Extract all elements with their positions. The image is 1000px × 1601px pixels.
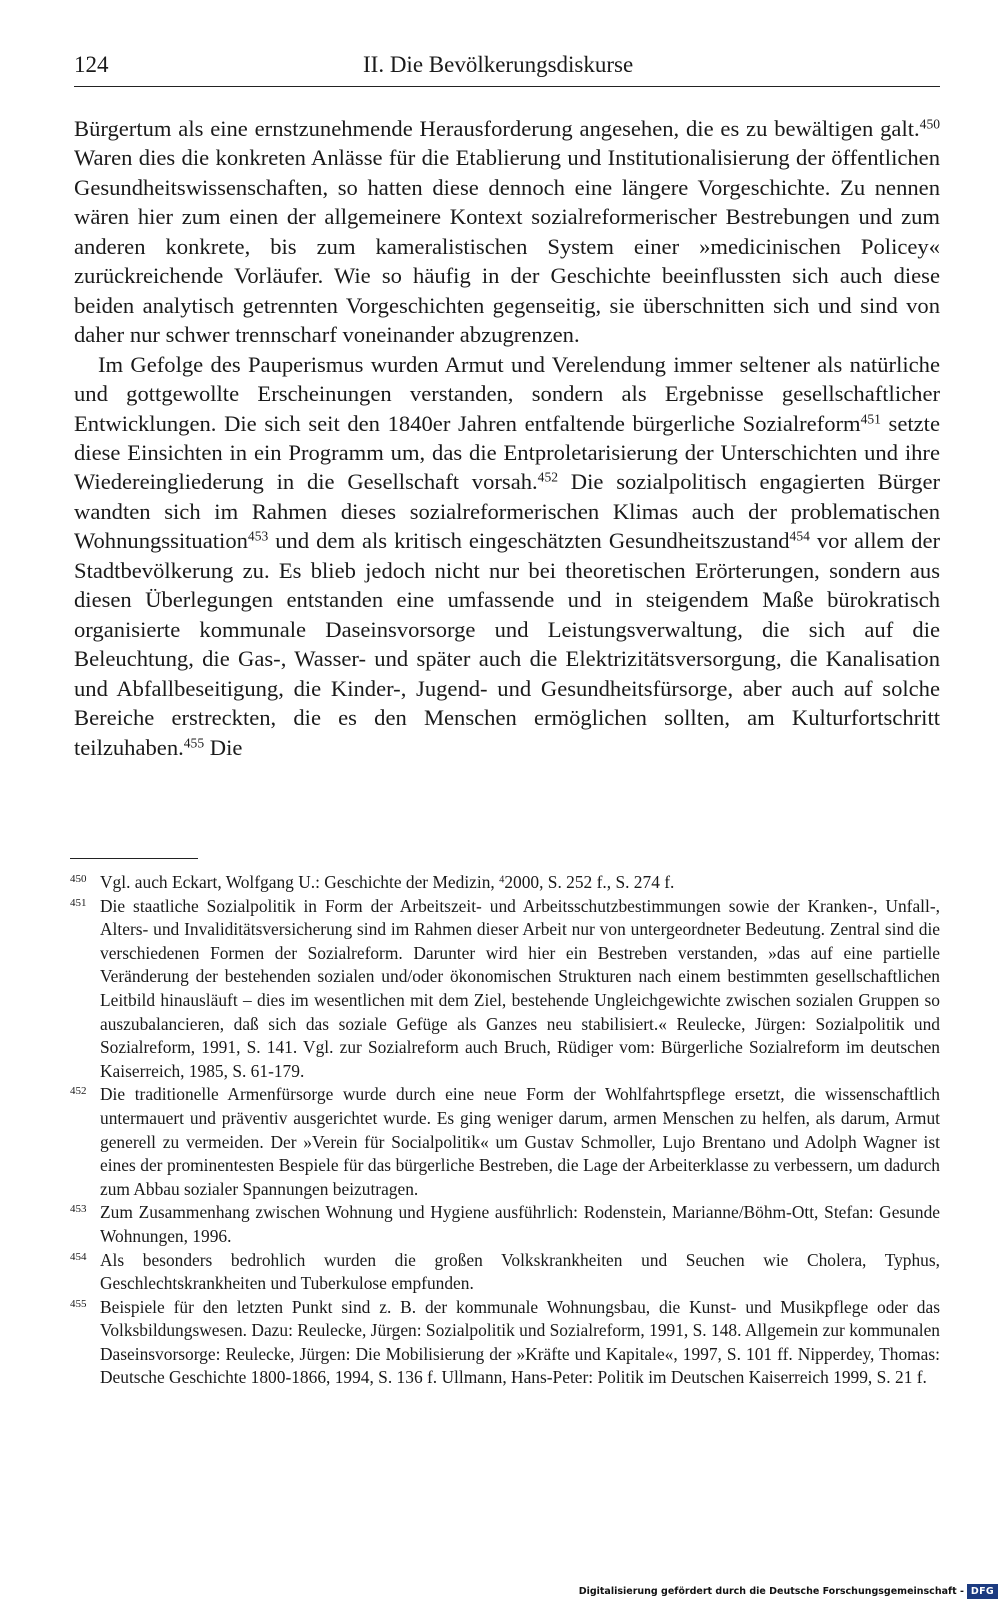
text-run: setzte diese Einsichten in ein Programm um, das die Entproletarisierung der Unterschichten und ihre Wiedereingliederung in die Gesellschaft vorsah. — [74, 410, 940, 495]
footnote-452 — [70, 1083, 940, 1201]
edition-number: 4 — [499, 874, 505, 886]
digitization-note: Digitalisierung gefördert durch die Deutsche Forschungsgemeinschaft - — [578, 1585, 964, 1597]
footnote-text: Als besonders bedrohlich wurden die großen Volkskrankheiten und Seuchen wie Cholera, Typhus, Geschlechtskrankheiten und Tuberkulose empfunden. — [100, 1249, 940, 1294]
text-run: und dem als kritisch eingeschätzten Gesundheitszustand — [268, 528, 790, 554]
text-run: Bürgertum als eine ernstzunehmende Herausforderung angesehen, die es zu bewältigen galt. — [74, 116, 920, 141]
body-text — [74, 114, 940, 762]
running-head: II. Die Bevölkerungsdiskurse — [363, 52, 634, 77]
footnote-text: Die traditionelle Armenfürsorge wurde durch eine neue Form der Wohlfahrtspflege ersetzt, die wissenschaftlich untermauert und präventiv ausgerichtet wurde. Es ging weniger darum, armen Menschen zu helfen, als darum, Armut generell zu vermeiden. Der »Verein für Socialpolitik« um Gustav Schmoller, Lujo Brentano und Adolph Wagner ist eines der prominentesten Bespiele für das bürgerliche Bestreben, die Lage der Arbeiterklasse zu verbessern, um dadurch zum Abbau sozialer Spannungen beizutragen. — [100, 1084, 940, 1199]
page-number: 124 — [74, 52, 109, 77]
paragraph-1 — [74, 114, 940, 350]
footnote-text: Zum Zusammenhang zwischen Wohnung und Hygiene ausführlich: Rodenstein, Marianne/Böhm-Ott, Stefan: Gesunde Wohnungen, 1996. — [100, 1202, 940, 1246]
footnote-text — [100, 871, 940, 895]
footnote-ref-452: 452 — [537, 469, 558, 485]
footnote-text: Beispiele für den letzten Punkt sind z. B. der kommunale Wohnungsbau, die Kunst- und Musikpflege oder das Volksbildungswesen. Dazu: Reulecke, Jürgen: Sozialpolitik und Sozialreform, 1991, S. 148. Allgemein zur kommunalen Daseinsvorsorge: Reulecke, Jürgen: Die Mobilisierung der »Kräfte und Kapitale«, 1997, S. 101 ff. Nipperdey, Thomas: Deutsche Geschichte 1800-1866, 1994, S. 136 f. Ullmann, Hans-Peter: Politik im Deutschen Kaiserreich 1999, S. 21 f. — [100, 1296, 940, 1388]
footnote-text: Die staatliche Sozialpolitik in Form der Arbeitszeit- und Arbeitsschutzbestimmungen sowie der Kranken-, Unfall-, Alters- und Invaliditätsversicherung sind im Rahmen dieser Arbeit nur von untergeordneter Bedeutung. Zentral sind die verschiedenen Formen der Sozialreform. Darunter wird hier ein Bestreben verstanden, »das auf eine partielle Veränderung der bestehenden sozialen und/oder ökonomischen Strukturen nach einem bestimmten gesellschaftlichen Leitbild hinausläuft – dies im wesentlichen mit dem Ziel, bestehende Ungleichgewichte zwischen sozialen Gruppen so auszubalancieren, daß sich das soziale Gefüge als Ganzes neu stabilisiert.« Reulecke, Jürgen: Sozialpolitik und Sozialreform, 1991, S. 141. Vgl. zur Sozialreform auch Bruch, Rüdiger vom: Bürgerliche Sozialreform im deutschen Kaiserreich, 1985, S. 61-179. — [100, 895, 940, 1081]
footnote-number: 455 — [70, 1297, 87, 1310]
footnote-450 — [70, 871, 940, 895]
footnote-ref-455: 455 — [183, 735, 205, 751]
dfg-logo: DFG — [967, 1584, 998, 1599]
footnote-separator — [70, 858, 198, 859]
text-run: Die sozialpolitisch engagierten Bürger wandten sich im Rahmen dieses sozialreformerischen Klimas auch der problematischen Wohnungssituation — [74, 469, 940, 554]
footnote-455 — [70, 1296, 940, 1390]
footnote-ref-453: 453 — [247, 528, 269, 544]
footnote-number: 454 — [70, 1250, 87, 1263]
text-run: Waren dies die konkreten Anlässe für die Etablierung und Institutionalisierung der öffentlichen Gesundheitswissenschaften, so hatten diese dennoch eine längere Vorgeschichte. Zu nennen wären hier zum einen der allgemeinere Kontext sozialreformerischer Bestrebungen und zum anderen konkrete, bis zum kameralistischen System einer »medicinischen Policey« zurückreichende Vorläufer. Wie so häufig in der Geschichte beeinflussten sich auch diese beiden analytisch getrennten Vorgeschichten gegenseitig, sie überschnitten sich und sind von daher nur schwer trennscharf voneinander abzugrenzen. — [74, 145, 940, 348]
footnote-454 — [70, 1249, 940, 1296]
footnote-ref-450: 450 — [919, 116, 940, 132]
paragraph-2 — [74, 350, 940, 762]
footnote-453 — [70, 1201, 940, 1248]
footnote-number: 452 — [70, 1085, 87, 1098]
text-run: Vgl. auch Eckart, Wolfgang U.: Geschichte der Medizin, — [100, 872, 500, 892]
footnote-ref-451: 451 — [860, 411, 881, 427]
footnote-number: 450 — [70, 873, 87, 885]
footnote-451 — [70, 895, 940, 1084]
footnotes — [70, 871, 940, 1390]
text-run: 2000, S. 252 f., S. 274 f. — [504, 872, 675, 892]
text-run: vor allem der Stadtbevölkerung zu. Es blieb jedoch nicht nur bei theoretischen Erörterungen, sondern aus diesen Überlegungen entstanden eine umfassende und in steigendem Maße bürokratisch organisierte kommunale Daseinsvorsorge und Leistungsverwaltung, die sich auf die Beleuchtung, die Gas-, Wasser- und später auch die Elektrizitätsversorgung, die Kanalisation und Abfallbeseitigung, die Kinder-, Jugend- und Gesundheitsfürsorge, aber auch auf solche Bereiche erstreckten, die es den Menschen ermöglichen sollten, am Kulturfortschritt teilzuhaben. — [74, 528, 940, 760]
footnote-number: 453 — [70, 1203, 87, 1216]
digitization-footer — [579, 1581, 1000, 1601]
footnote-number: 451 — [70, 896, 87, 909]
text-run: Die — [204, 734, 243, 760]
footnote-ref-454: 454 — [789, 528, 810, 544]
page-header — [74, 50, 940, 87]
text-run: Im Gefolge des Pauperismus wurden Armut und Verelendung immer seltener als natürliche und gottgewollte Erscheinungen verstanden, sondern als Ergebnisse gesellschaftlicher Entwicklungen. Die sich seit den 1840er Jahren entfaltende bürgerliche Sozialreform — [74, 351, 940, 436]
